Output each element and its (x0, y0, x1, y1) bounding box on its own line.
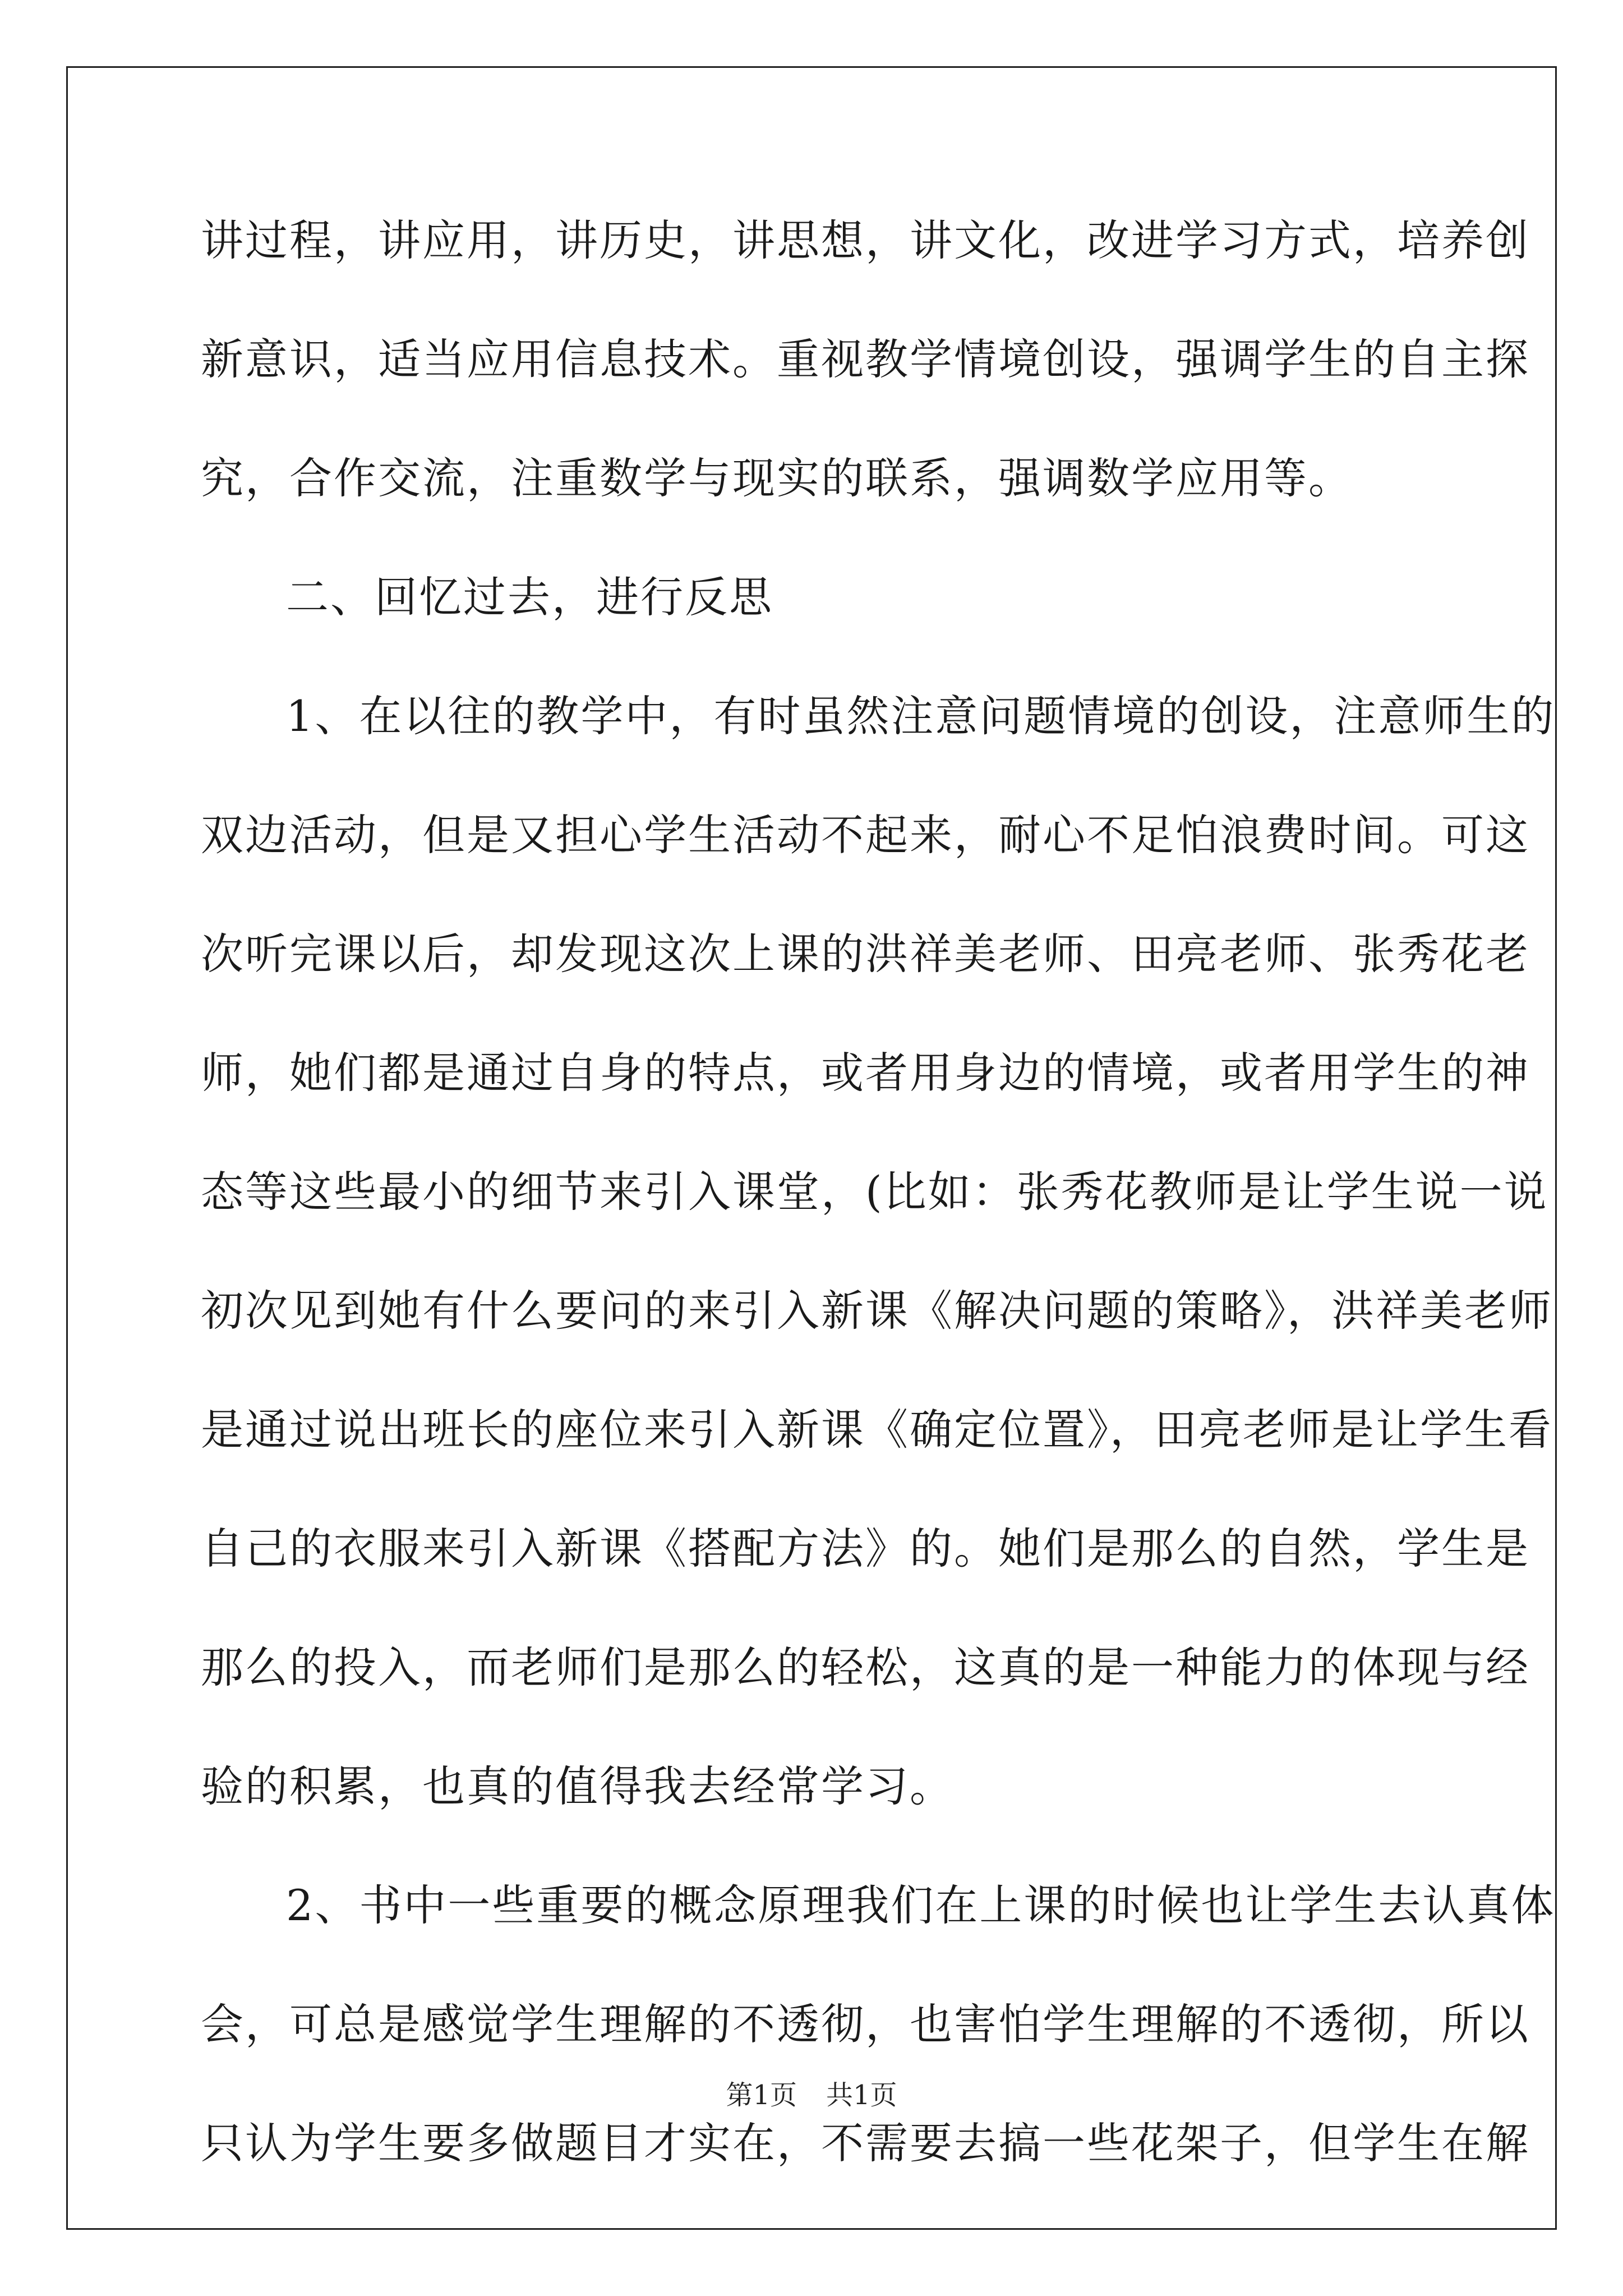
text-line: 会，可总是感觉学生理解的不透彻，也害怕学生理解的不透彻，所以 (201, 1999, 1530, 2049)
text-line: 只认为学生要多做题目才实在，不需要去搞一些花架子，但学生在解 (201, 2118, 1530, 2168)
text-line: 新意识，适当应用信息技术。重视教学情境创设，强调学生的自主探 (201, 334, 1530, 384)
text-line: 态等这些最小的细节来引入课堂，(比如：张秀花教师是让学生说一说 (201, 1167, 1548, 1217)
text-line: 初次见到她有什么要问的来引入新课《解决问题的策略》，洪祥美老师 (201, 1286, 1553, 1336)
text-line: 次听完课以后，却发现这次上课的洪祥美老师、田亮老师、张秀花老 (201, 929, 1530, 979)
text-line: 2、书中一些重要的概念原理我们在上课的时候也让学生去认真体 (286, 1880, 1556, 1930)
text-line: 1、在以往的教学中，有时虽然注意问题情境的创设，注意师生的 (286, 691, 1556, 741)
page-footer (0, 2076, 1623, 2115)
page-total: 共1页 (826, 2079, 897, 2111)
text-line: 验的积累，也真的值得我去经常学习。 (201, 1761, 954, 1811)
text-line: 师，她们都是通过自身的特点，或者用身边的情境，或者用学生的神 (201, 1048, 1530, 1098)
page-number: 第1页 (726, 2079, 797, 2111)
section-heading: 二、回忆过去，进行反思 (286, 572, 773, 622)
text-line: 究，合作交流，注重数学与现实的联系，强调数学应用等。 (201, 453, 1353, 503)
text-line: 讲过程，讲应用，讲历史，讲思想，讲文化，改进学习方式，培养创 (201, 215, 1530, 265)
text-line: 双边活动，但是又担心学生活动不起来，耐心不足怕浪费时间。可这 (201, 810, 1530, 860)
text-line: 那么的投入，而老师们是那么的轻松，这真的是一种能力的体现与经 (201, 1642, 1530, 1692)
text-line: 是通过说出班长的座位来引入新课《确定位置》，田亮老师是让学生看 (201, 1405, 1553, 1455)
text-line: 自己的衣服来引入新课《搭配方法》的。她们是那么的自然，学生是 (201, 1524, 1530, 1573)
